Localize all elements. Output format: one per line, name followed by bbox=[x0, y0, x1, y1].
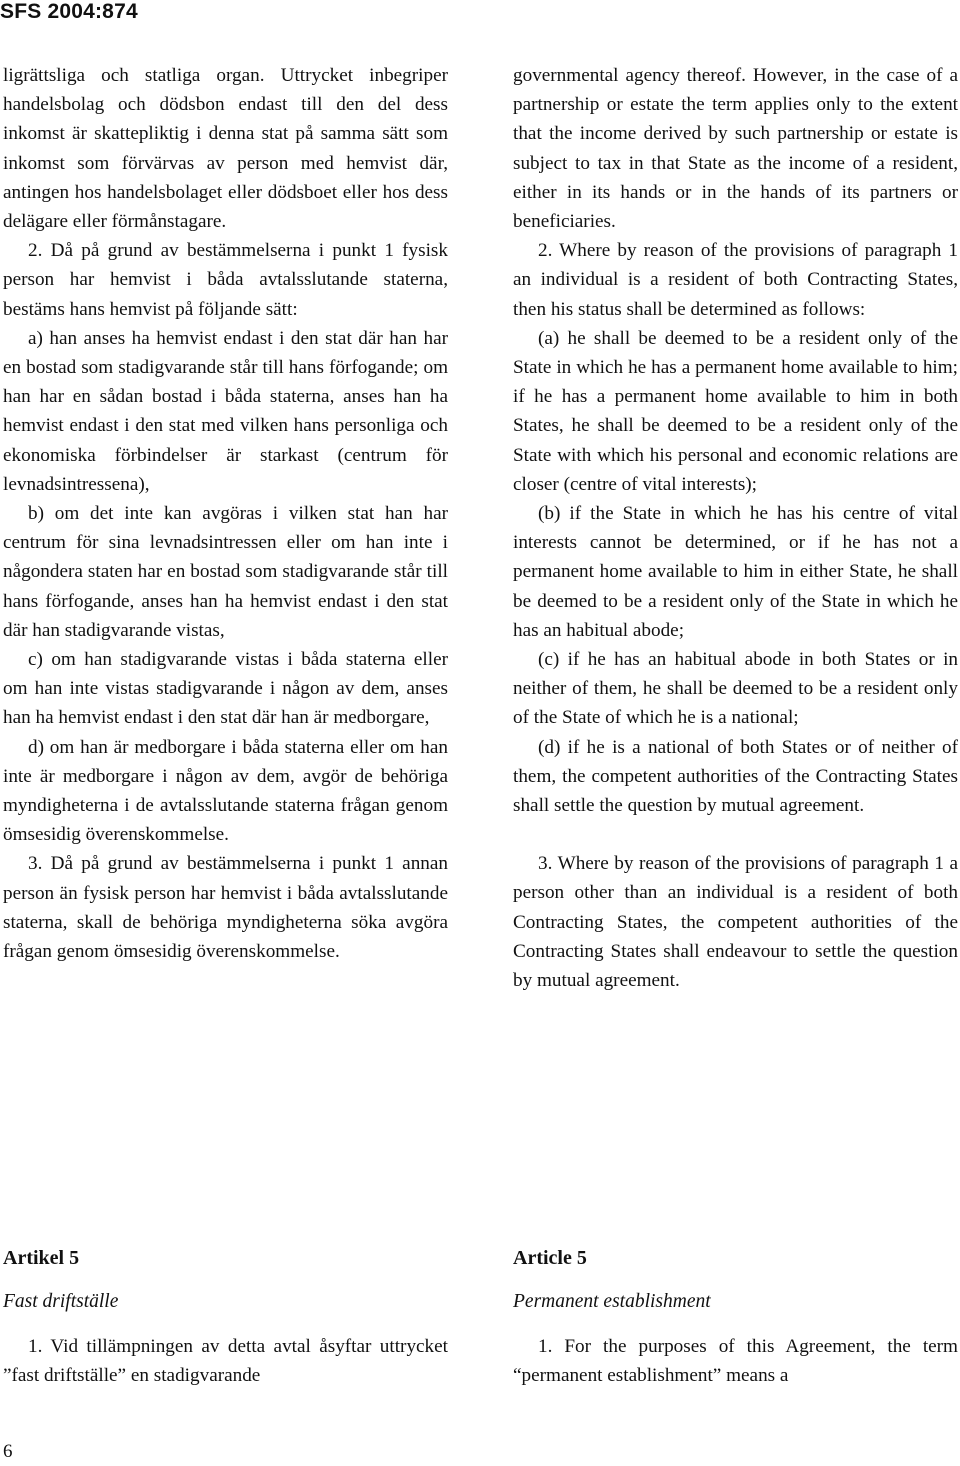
sv-paragraph-2: 2. Då på grund av bestämmelserna i punkt 1 fysisk person har hemvist i båda avtalsslutande staterna, bestäms hans hemvist på följande sätt: bbox=[3, 240, 448, 320]
sv-item-d: d) om han är medborgare i båda staterna eller om han inte är medborgare i någon av dem, avgör de behöriga myndigheterna i de avtalsslutande staterna frågan genom ömsesidig överenskommelse. bbox=[3, 736, 448, 846]
sv-paragraph-3: 3. Då på grund av bestämmelserna i punkt 1 annan person än fysisk person har hemvist i båda avtalsslutande staterna, skall de behöriga myndigheterna söka avgöra frågan genom ömsesidig överenskommelse. bbox=[3, 853, 448, 963]
en-item-d: (d) if he is a national of both States or of neither of them, the competent authorities of the Contracting States shall settle the question by mutual agreement. bbox=[513, 736, 958, 817]
english-column bbox=[513, 61, 958, 995]
en-article-paragraph-1: 1. For the purposes of this Agreement, the term “permanent establishment” means a bbox=[513, 1336, 958, 1387]
swedish-column bbox=[3, 61, 448, 966]
en-paragraph-intro: governmental agency thereof. However, in the case of a partnership or estate the term applies only to the extent that the income derived by such partnership or estate is subject to tax in that State as the income of a resident, either in its hands or in the hands of its partners or beneficiaries. bbox=[513, 65, 958, 233]
en-item-b: (b) if the State in which he has his centre of vital interests cannot be determined, or if he has not a permanent home available to him in either State, he shall be deemed to be a resident only of the State in which he has an habitual abode; bbox=[513, 503, 958, 641]
en-paragraph-3: 3. Where by reason of the provisions of paragraph 1 a person other than an individual is a resident of both Contracting States, the competent authorities of the Contracting States shall endeavour to settle the question by mutual agreement. bbox=[513, 853, 958, 992]
sv-article-subtitle: Fast driftställe bbox=[3, 1291, 119, 1312]
en-article-body bbox=[513, 1332, 958, 1390]
en-item-a: (a) he shall be deemed to be a resident only of the State in which he has a permanent home available to him; if he has a permanent home available to him in both States, he shall be deemed to be a resident only of the State with which his personal and economic relations are closer (centre of vital interests); bbox=[513, 327, 958, 495]
en-article-title: Article 5 bbox=[513, 1247, 587, 1269]
sv-item-b: b) om det inte kan avgöras i vilken stat han har centrum för sina levnadsintressen eller om han inte i någondera staten har en bostad som stadigvarande står till hans förfogande, anses han ha hemvist endast i den stat där han stadigvarande vistas, bbox=[3, 503, 448, 641]
en-paragraph-2: 2. Where by reason of the provisions of paragraph 1 an individual is a resident of both Contracting States, then his status shall be determined as follows: bbox=[513, 240, 958, 320]
sv-article-body bbox=[3, 1332, 448, 1390]
sv-item-a: a) han anses ha hemvist endast i den stat där han har en bostad som stadigvarande står till hans förfogande; om han har en sådan bostad i båda staterna, anses han ha hemvist endast i den stat med vilken hans personliga och ekonomiska förbindelser är starkast (centrum för levnadsintressena), bbox=[3, 327, 448, 495]
sv-article-paragraph-1: 1. Vid tillämpningen av detta avtal åsyftar uttrycket ”fast driftställe” en stadigvarande bbox=[3, 1336, 448, 1387]
en-spacer bbox=[513, 820, 958, 849]
en-article-subtitle: Permanent establishment bbox=[513, 1291, 711, 1312]
sv-paragraph-intro: ligrättsliga och statliga organ. Uttrycket inbegriper handelsbolag och dödsbon endast till den del dess inkomst är skattepliktig i denna stat på samma sätt som inkomst som förvärvas av person med hemvist där, antingen hos handelsbolaget eller dödsboet eller hos dess delägare eller förmånstagare. bbox=[3, 65, 448, 233]
sv-article-title: Artikel 5 bbox=[3, 1247, 80, 1269]
page-header-title: SFS 2004:874 bbox=[0, 0, 138, 23]
en-item-c: (c) if he has an habitual abode in both States or in neither of them, he shall be deemed to be a resident only of the State of which he is a national; bbox=[513, 649, 958, 729]
page-number: 6 bbox=[3, 1441, 13, 1462]
sv-item-c: c) om han stadigvarande vistas i båda staterna eller om han inte vistas stadigvarande i någon av dem, anses han ha hemvist endast i den stat där han är medborgare, bbox=[3, 649, 448, 729]
